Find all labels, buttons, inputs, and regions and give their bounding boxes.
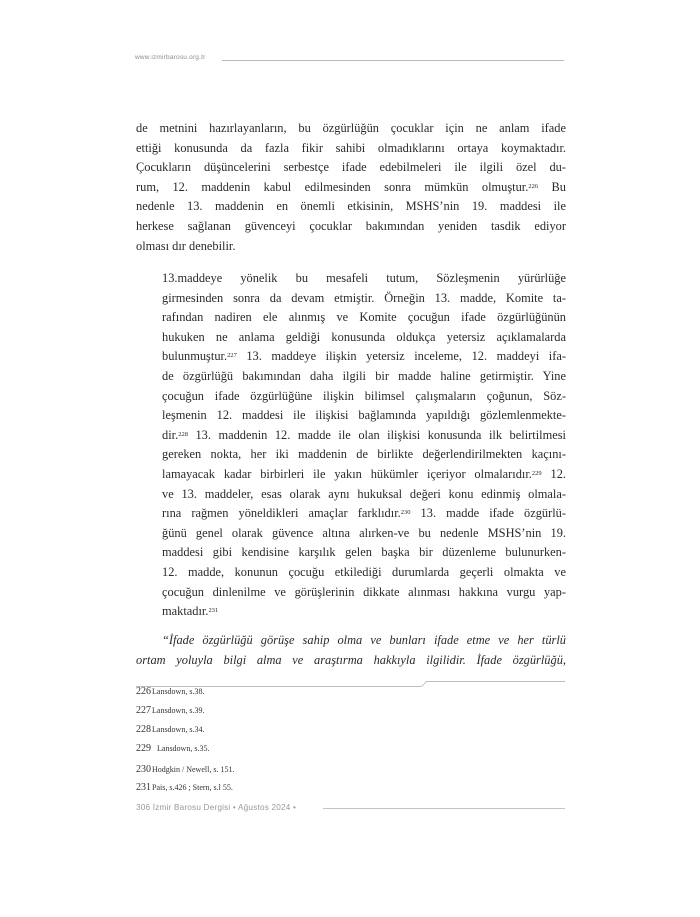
text-segment: 12.	[541, 466, 566, 481]
quote-line: “İfade özgürlüğü görüşe sahip olma ve bunları ifade etme ve her türlü	[162, 633, 566, 647]
paragraph-line: nedenle 13. maddenin en önemli etkisinin, MSHS’nin 19. maddesi ile	[136, 199, 566, 214]
text-segment: Bu	[538, 179, 566, 194]
footer-divider	[323, 808, 565, 809]
footnote-number: 227	[136, 705, 151, 716]
footnote-number: 228	[136, 724, 151, 735]
footnote-ref[interactable]: 227	[227, 352, 237, 360]
footnote-number: 231	[136, 782, 151, 793]
footnote-text: Lansdown, s.34.	[152, 725, 205, 734]
paragraph-line: ve 13. maddeler, esas olarak aynı hukuksal değeri konu edinmiş olmala-	[162, 486, 566, 501]
paragraph-2	[136, 269, 566, 622]
footnote	[136, 724, 204, 735]
paragraph-line	[136, 602, 566, 622]
header-divider	[222, 60, 564, 61]
footnote-ref[interactable]: 226	[528, 182, 539, 190]
text-segment: lamayacak kadar birbirleri ile yakın hükümler içeriyor olmalarıdır.	[162, 466, 532, 481]
footnote	[136, 705, 204, 716]
footnote-ref[interactable]: 230	[400, 509, 411, 517]
paragraph-line: ğünü genel olarak güvence altına alırken-ve bu nedenle MSHS’nin 19.	[162, 525, 566, 540]
footnote-ref[interactable]: 231	[208, 607, 219, 615]
text-segment: 13. madde ifade özgürlü-	[410, 506, 566, 521]
text-segment: maktadır.	[162, 604, 209, 619]
paragraph-line: ettiği konusunda da fazla fikir sahibi olmadıklarını ortaya koymaktadır.	[136, 140, 566, 155]
page-footer: 306 İzmir Barosu Dergisi • Ağustos 2024 •	[136, 803, 297, 812]
block-quote	[136, 631, 566, 670]
paragraph-line: 12. madde, konunun çocuğu etkilediği durumlarda geçerli olmakta ve	[162, 564, 566, 579]
paragraph-line: herkese sağlanan güvenceyi çocuklar bakımından yeniden tasdik ediyor	[136, 218, 566, 233]
paragraph-line	[136, 504, 566, 524]
paragraph-line: girmesinden sonra da devam etmiştir. Örneğin 13. madde, Komite ta-	[162, 290, 566, 305]
footnote-ref[interactable]: 228	[178, 430, 188, 438]
footnote	[136, 764, 234, 775]
paragraph-line	[136, 465, 566, 485]
paragraph-line: çocuğun ifade özgürlüğüne ilişkin bilimsel çalışmaların çoğunun, Söz-	[162, 388, 566, 403]
paragraph-line	[136, 347, 566, 367]
text-segment: bulunmuştur.	[162, 349, 228, 364]
footnote-text: Hodgkin / Newell, s. 151.	[152, 765, 235, 774]
paragraph-line: Çocukların düşüncelerini serbestçe ifade edebilmeleri ile ilgili özel du-	[136, 160, 566, 175]
paragraph-line: de metnini hazırlayanların, bu özgürlüğün çocuklar için ne anlam ifade	[136, 121, 566, 135]
footnote-text: Lansdown, s.38.	[152, 687, 205, 696]
text-segment: 13. maddeye ilişkin yetersiz inceleme, 12. maddeyi ifa-	[236, 349, 566, 364]
paragraph-line: leşmenin 12. maddesi ile ilişkisi bağlamında yapıldığı gözlemlenmekte-	[162, 408, 566, 423]
footnote-text: Pais, s.426 ; Stern, s.l 55.	[152, 783, 233, 792]
footnote-number: 230	[136, 764, 151, 775]
paragraph-1	[136, 119, 566, 256]
paragraph-line	[136, 178, 566, 198]
paragraph-line: hukuken ne anlama geldiği konusunda oldukça yetersiz açıklamalarda	[162, 329, 566, 344]
footnote	[136, 782, 233, 793]
paragraph-line: çocuğun dinlenilme ve görüşlerinin dikkate alınması hakkına vurgu yap-	[162, 584, 566, 599]
text-segment: rum, 12. maddenin kabul edilmesinden sonra mümkün olmuştur.	[136, 179, 529, 194]
paragraph-line: maddesi gibi kendisine karşılık gelen başka bir düzenleme bulunurken-	[162, 545, 566, 560]
paragraph-line: rafından nadiren ele alınmış ve Komite çocuğun ifade özgürlüğünün	[162, 310, 566, 325]
quote-line: ortam yoluyla bilgi alma ve araştırma hakkıyla ilgilidir. İfade özgürlüğü,	[136, 652, 566, 667]
footnote-ref[interactable]: 229	[531, 469, 542, 477]
paragraph-line: gereken nokta, her iki maddenin de birlikte değerlendirilmekten kaçını-	[162, 447, 566, 462]
paragraph-line: 13.maddeye yönelik bu mesafeli tutum, Sözleşmenin yürürlüğe	[162, 271, 566, 285]
text-segment: rına rağmen yöneldikleri amaçlar farklıdır.	[162, 506, 401, 521]
footnote-number: 226	[136, 686, 151, 697]
text-segment: 13. maddenin 12. madde ile olan ilişkisi konusunda ilk belirtilmesi	[187, 427, 566, 442]
footnote-text: Lansdown, s.39.	[152, 706, 205, 715]
text-segment: dir.	[162, 427, 179, 442]
paragraph-line: olması dır denebilir.	[136, 238, 236, 253]
paragraph-line: de özgürlüğü bakımından daha ilgili bir madde haline getirmiştir. Yine	[162, 368, 566, 383]
footnote	[136, 743, 209, 754]
footnote	[136, 686, 204, 697]
footnote-number: 229	[136, 743, 151, 754]
header-url: www.izmirbarosu.org.tr	[135, 54, 206, 61]
paragraph-line	[136, 426, 566, 446]
footnote-text: Lansdown, s.35.	[157, 744, 210, 753]
